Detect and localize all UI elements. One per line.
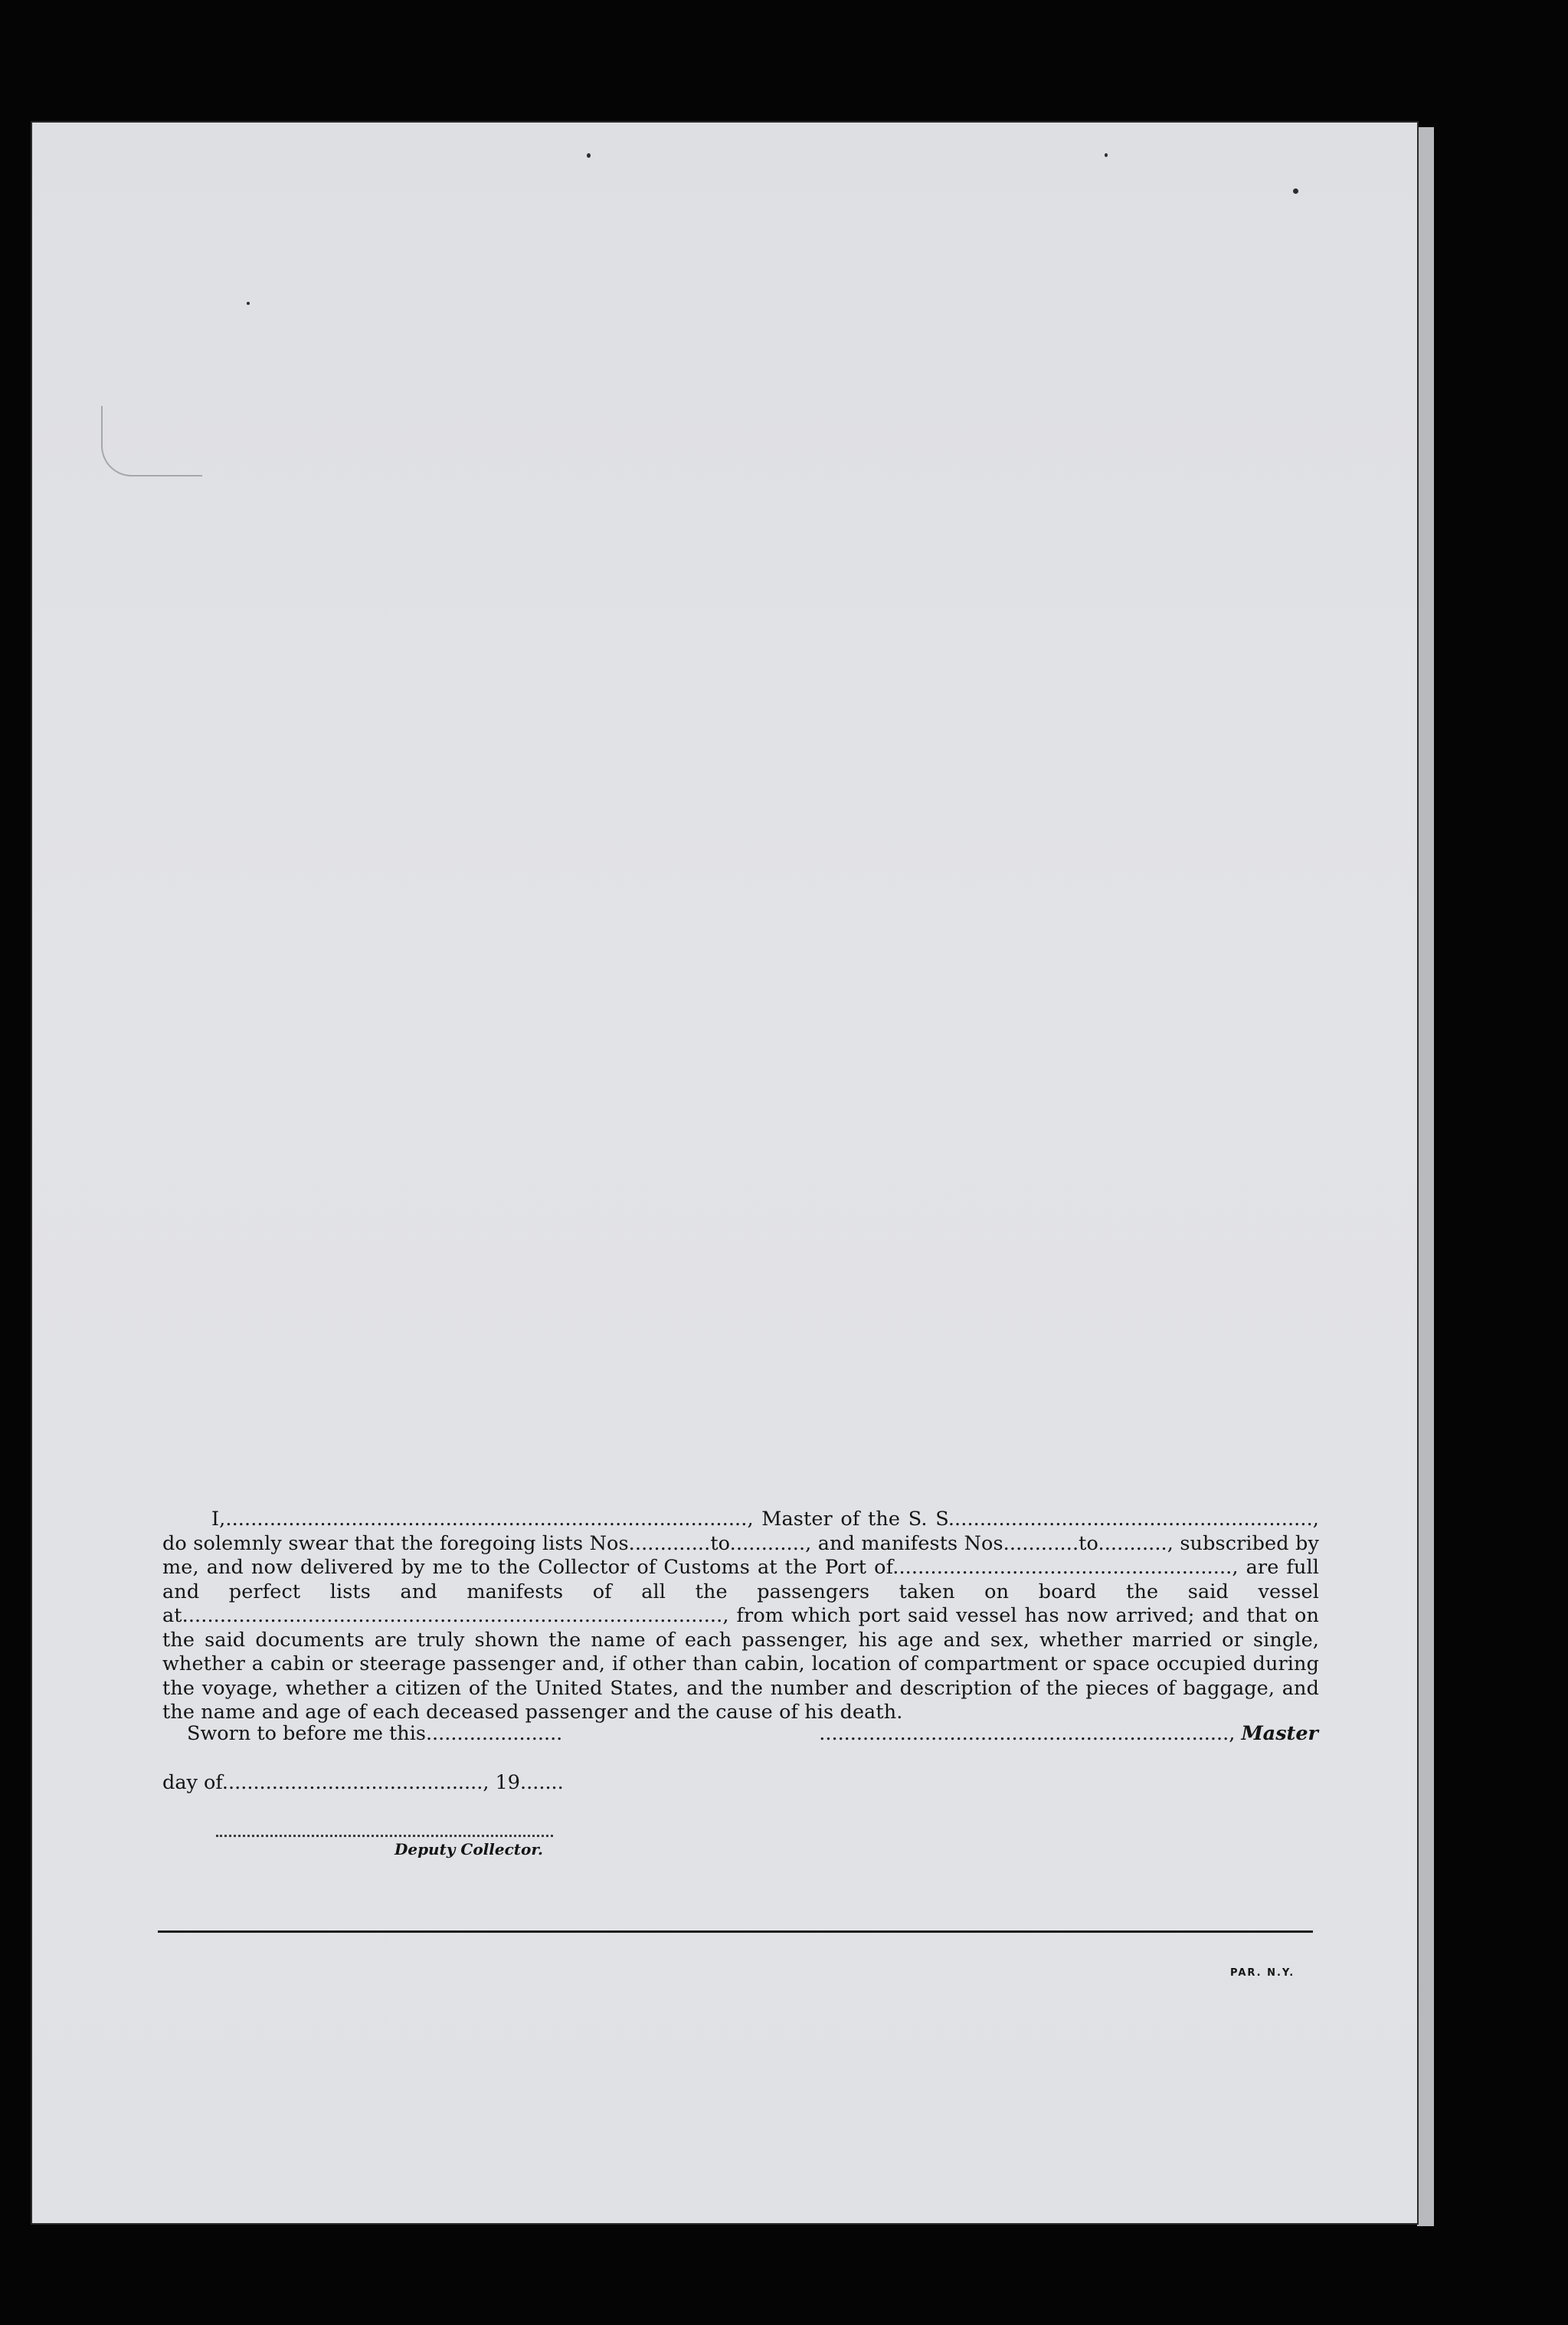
master-label: Master (1241, 1722, 1318, 1745)
master-signature-dots: .................................................................., (819, 1722, 1236, 1745)
sheet-edge-shadow (1417, 127, 1434, 2226)
oath-paragraph (162, 1508, 1319, 1725)
footer-rule (158, 1930, 1313, 1933)
deputy-signature-rule (216, 1835, 553, 1837)
ink-speck (247, 302, 250, 305)
day-of-line: day of.........................................., 19....... (162, 1771, 564, 1794)
faint-pencil-mark (101, 406, 202, 476)
manifest-page (32, 123, 1417, 2223)
printer-mark: PAR. N.Y. (1230, 1967, 1295, 1979)
ink-speck (587, 153, 591, 158)
master-signature-line (819, 1722, 1318, 1745)
oath-text: I,..................................................................................., Master of the S. S.........................................................., do solemnly swear that the foregoing lists Nos.............to............, and manifests Nos............to..........., subscribed by me, and now delivered by me to the Collector of Customs at the Port of......................................................, are full and perfect lists and manifests of all the passengers taken on board the said vessel at......................................................................................, from which port said vessel has now arrived; and that on the said documents are truly shown the name of each passenger, his age and sex, whether married or single, whether a cabin or steerage passenger and, if other than cabin, location of compartment or space occupied during the voyage, whether a citizen of the United States, and the number and description of the pieces of baggage, and the name and age of each deceased passenger and the cause of his death. (162, 1508, 1319, 1724)
sworn-before-line: Sworn to before me this...................... (187, 1722, 563, 1745)
deputy-collector-label: Deputy Collector. (394, 1840, 544, 1858)
ink-speck (1105, 153, 1108, 157)
ink-speck (1293, 188, 1298, 194)
